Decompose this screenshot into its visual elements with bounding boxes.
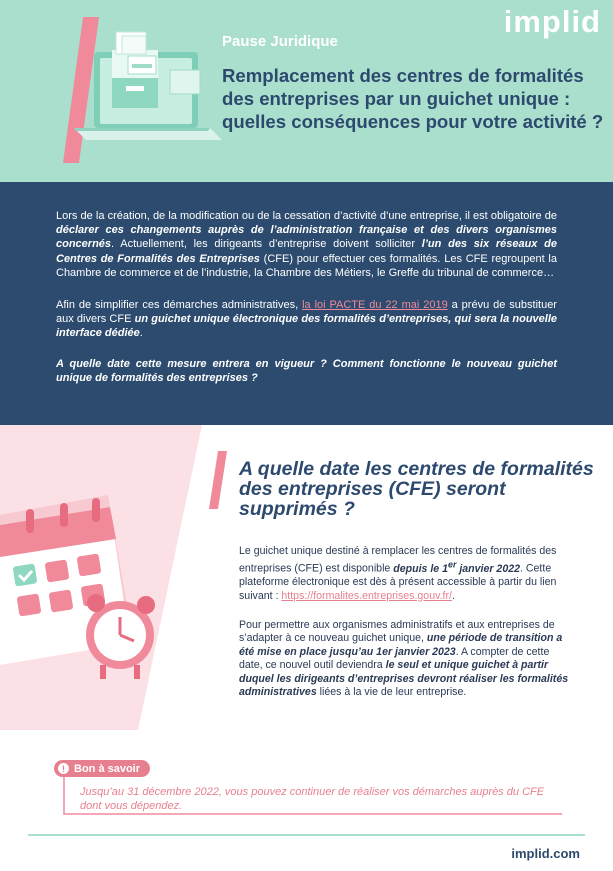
header-banner — [0, 0, 613, 182]
intro-p1-text-c: . Actuellement, les dirigeants d’entreprise doivent solliciter — [111, 238, 422, 251]
loi-pacte-link[interactable]: la loi PACTE du 22 mai 2019 — [302, 299, 448, 311]
intro-p2-text-b: a prévu de substituer aux divers CFE — [56, 299, 557, 326]
tip-label: Bon à savoir — [74, 762, 141, 775]
section-p1-date-part-2: janvier 2022 — [456, 562, 520, 575]
page-title: Remplacement des centres de formalités des entreprises par un guichet unique : quelles conséquences pour votre activité ? — [222, 65, 604, 132]
pink-slash-small — [209, 451, 227, 509]
intro-questions: A quelle date cette mesure entrera en vigueur ? Comment fonctionne le nouveau guichet unique de formalités des entreprises ? — [56, 358, 557, 385]
intro-p1-text-a: Lors de la création, de la modification ou de la cessation d’activité d’une entreprise, il est obligatoire de — [56, 210, 557, 222]
section-heading: A quelle date les centres de formalités des entreprises (CFE) seront supprimés ? — [239, 458, 594, 520]
cfe-date-section — [0, 425, 613, 745]
intro-p1-emphasis-1: déclarer ces changements auprès de l’administration française et des divers organismes concernés — [56, 224, 557, 251]
tip-text: Jusqu’au 31 décembre 2022, vous pouvez continuer de réaliser vos démarches auprès du CFE dont vous dépendez. — [80, 786, 545, 813]
section-paragraph-2 — [239, 619, 574, 699]
intro-p2-text-a: Afin de simplifier ces démarches administratives, — [56, 299, 303, 311]
tip-badge — [54, 760, 150, 777]
intro-paragraph-2 — [56, 298, 557, 341]
section-p2-text-c: . A compter de cette date, ce nouvel outil deviendra — [239, 645, 550, 672]
footer-website-link[interactable]: implid.com — [511, 846, 580, 861]
footer-divider — [28, 834, 585, 836]
intro-p2-emphasis: un guichet unique électronique des formalités d’entreprises, qui sera la nouvelle interface dédiée — [56, 313, 557, 340]
section-p2-emphasis-2: le seul et unique guichet à partir duquel les dirigeants d’entreprises devront réaliser les formalités administratives — [239, 659, 569, 699]
exclamation-icon: ! — [58, 763, 69, 774]
section-p1-date-sup: er — [448, 559, 457, 570]
section-p2-text-e: liées à la vie de leur entreprise. — [316, 686, 467, 699]
section-paragraph-1 — [239, 545, 574, 603]
section-p1-date-part-1: depuis le 1 — [393, 562, 449, 575]
section-p2-emphasis-1: une période de transition a été mise en place jusqu’au 1er janvier 2023 — [239, 632, 563, 658]
intro-p1-emphasis-2: l’un des six réseaux de Centres de Formalités des Entreprises — [56, 238, 558, 265]
section-kicker: Pause Juridique — [222, 33, 338, 50]
formalites-link[interactable]: https://formalites.entreprises.gouv.fr/ — [281, 589, 452, 602]
intro-paragraph-1 — [56, 209, 557, 280]
calendar-clock-illustration — [0, 495, 170, 705]
section-p1-text-d: . — [451, 589, 455, 602]
laptop-files-illustration — [72, 30, 222, 145]
intro-block — [0, 182, 613, 425]
bon-a-savoir-box — [54, 760, 564, 816]
intro-p2-text-d: . — [139, 327, 143, 340]
section-p2-text-a: Pour permettre aux organismes administratifs et aux entreprises de s’adapter à ce nouveau guichet unique, — [239, 619, 555, 645]
section-p1-text-c: . Cette plateforme électronique est dès à présent accessible à partir du lien suivant : — [239, 562, 557, 602]
section-p1-text-a: Le guichet unique destiné à remplacer les centres de formalités des entreprises (CFE) est disponible — [239, 545, 557, 575]
section-p1-date — [393, 559, 520, 575]
intro-p1-text-e: (CFE) pour effectuer ces formalités. Les CFE regroupent la Chambre de commerce et de l’industrie, la Chambre des Métiers, le Greffe du tribunal de commerce… — [56, 252, 557, 279]
implid-logo: implid — [503, 4, 601, 39]
